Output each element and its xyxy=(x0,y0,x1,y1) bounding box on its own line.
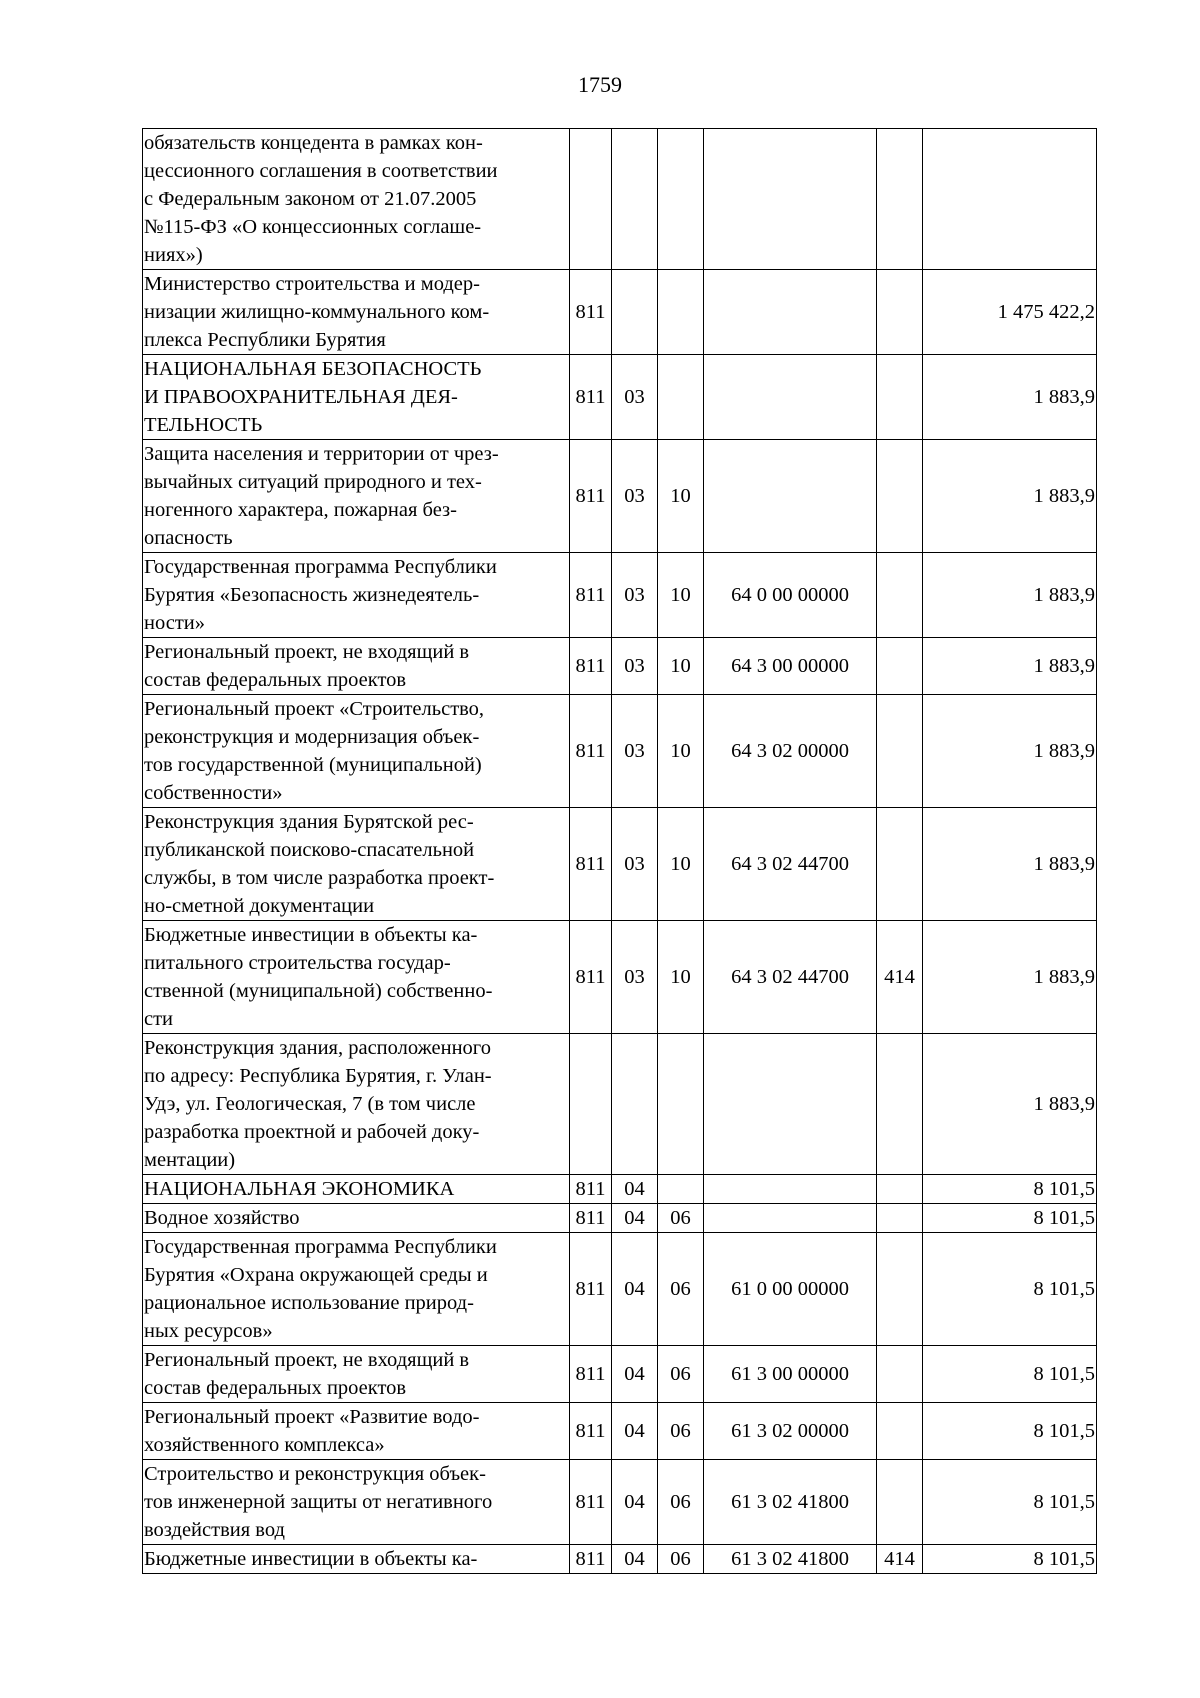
expense-type-cell xyxy=(877,808,923,921)
section-code-cell: 04 xyxy=(612,1545,658,1574)
table-row xyxy=(143,1346,1097,1403)
subsection-code-cell: 10 xyxy=(658,553,704,638)
amount-cell: 8 101,5 xyxy=(923,1545,1097,1574)
row-name-cell: Реконструкция здания Бурятской рес- публиканской поисково-спасательной службы, в том числе разработка проект- но-сметной документации xyxy=(143,808,570,921)
target-article-cell: 61 0 00 00000 xyxy=(704,1233,877,1346)
target-article-cell: 64 0 00 00000 xyxy=(704,553,877,638)
section-code-cell: 03 xyxy=(612,638,658,695)
amount-cell: 1 883,9 xyxy=(923,1034,1097,1175)
ministry-code-cell: 811 xyxy=(570,440,612,553)
row-name-cell: Защита населения и территории от чрез- вычайных ситуаций природного и тех- ногенного характера, пожарная без- опасность xyxy=(143,440,570,553)
expense-type-cell: 414 xyxy=(877,1545,923,1574)
amount-cell: 8 101,5 xyxy=(923,1233,1097,1346)
subsection-code-cell xyxy=(658,1175,704,1204)
ministry-code-cell: 811 xyxy=(570,921,612,1034)
section-code-cell: 04 xyxy=(612,1460,658,1545)
amount-cell: 8 101,5 xyxy=(923,1204,1097,1233)
target-article-cell xyxy=(704,129,877,270)
budget-table-body xyxy=(143,129,1097,1574)
section-code-cell: 04 xyxy=(612,1204,658,1233)
section-code-cell: 04 xyxy=(612,1175,658,1204)
subsection-code-cell: 10 xyxy=(658,638,704,695)
subsection-code-cell: 06 xyxy=(658,1460,704,1545)
subsection-code-cell xyxy=(658,355,704,440)
amount-cell: 8 101,5 xyxy=(923,1175,1097,1204)
expense-type-cell xyxy=(877,638,923,695)
row-name-cell: НАЦИОНАЛЬНАЯ БЕЗОПАСНОСТЬ И ПРАВООХРАНИТЕЛЬНАЯ ДЕЯ- ТЕЛЬНОСТЬ xyxy=(143,355,570,440)
section-code-cell: 04 xyxy=(612,1346,658,1403)
ministry-code-cell: 811 xyxy=(570,270,612,355)
table-row xyxy=(143,553,1097,638)
ministry-code-cell: 811 xyxy=(570,355,612,440)
ministry-code-cell: 811 xyxy=(570,1403,612,1460)
target-article-cell: 64 3 02 44700 xyxy=(704,921,877,1034)
row-name-cell: Региональный проект, не входящий в состав федеральных проектов xyxy=(143,638,570,695)
amount-cell: 1 883,9 xyxy=(923,921,1097,1034)
amount-cell: 1 883,9 xyxy=(923,638,1097,695)
row-name-cell: Государственная программа Республики Бурятия «Охрана окружающей среды и рациональное использование природ- ных ресурсов» xyxy=(143,1233,570,1346)
ministry-code-cell: 811 xyxy=(570,1460,612,1545)
row-name-cell: Региональный проект «Развитие водо- хозяйственного комплекса» xyxy=(143,1403,570,1460)
page-number: 1759 xyxy=(578,72,622,97)
expense-type-cell: 414 xyxy=(877,921,923,1034)
subsection-code-cell xyxy=(658,129,704,270)
target-article-cell: 64 3 00 00000 xyxy=(704,638,877,695)
row-name-cell: Бюджетные инвестиции в объекты ка- питального строительства государ- ственной (муниципальной) собственно- сти xyxy=(143,921,570,1034)
table-row xyxy=(143,638,1097,695)
section-code-cell xyxy=(612,129,658,270)
subsection-code-cell: 10 xyxy=(658,921,704,1034)
table-row xyxy=(143,921,1097,1034)
subsection-code-cell xyxy=(658,270,704,355)
ministry-code-cell: 811 xyxy=(570,1545,612,1574)
table-row xyxy=(143,1545,1097,1574)
ministry-code-cell: 811 xyxy=(570,695,612,808)
ministry-code-cell: 811 xyxy=(570,1175,612,1204)
target-article-cell: 64 3 02 44700 xyxy=(704,808,877,921)
target-article-cell: 61 3 02 41800 xyxy=(704,1460,877,1545)
expense-type-cell xyxy=(877,1204,923,1233)
table-row xyxy=(143,270,1097,355)
amount-cell: 1 883,9 xyxy=(923,355,1097,440)
expense-type-cell xyxy=(877,270,923,355)
table-row xyxy=(143,808,1097,921)
target-article-cell xyxy=(704,355,877,440)
target-article-cell xyxy=(704,270,877,355)
expense-type-cell xyxy=(877,1233,923,1346)
ministry-code-cell xyxy=(570,1034,612,1175)
subsection-code-cell: 10 xyxy=(658,695,704,808)
row-name-cell: Региональный проект, не входящий в состав федеральных проектов xyxy=(143,1346,570,1403)
target-article-cell: 61 3 02 00000 xyxy=(704,1403,877,1460)
section-code-cell xyxy=(612,1034,658,1175)
table-row xyxy=(143,129,1097,270)
section-code-cell: 04 xyxy=(612,1403,658,1460)
row-name-cell: обязательств концедента в рамках кон- цессионного соглашения в соответствии с Федеральным законом от 21.07.2005 №115-ФЗ «О концессионных соглаше- ниях») xyxy=(143,129,570,270)
table-row xyxy=(143,1233,1097,1346)
target-article-cell xyxy=(704,440,877,553)
ministry-code-cell: 811 xyxy=(570,1233,612,1346)
ministry-code-cell: 811 xyxy=(570,1204,612,1233)
section-code-cell: 03 xyxy=(612,808,658,921)
expense-type-cell xyxy=(877,129,923,270)
target-article-cell: 64 3 02 00000 xyxy=(704,695,877,808)
table-row xyxy=(143,1175,1097,1204)
row-name-cell: Реконструкция здания, расположенного по адресу: Республика Бурятия, г. Улан- Удэ, ул. Геологическая, 7 (в том числе разработка проектной и рабочей доку- ментации) xyxy=(143,1034,570,1175)
row-name-cell: Водное хозяйство xyxy=(143,1204,570,1233)
subsection-code-cell: 06 xyxy=(658,1204,704,1233)
subsection-code-cell: 06 xyxy=(658,1403,704,1460)
expense-type-cell xyxy=(877,1175,923,1204)
row-name-cell: Государственная программа Республики Бурятия «Безопасность жизнедеятель- ности» xyxy=(143,553,570,638)
amount-cell: 8 101,5 xyxy=(923,1346,1097,1403)
ministry-code-cell: 811 xyxy=(570,553,612,638)
subsection-code-cell: 10 xyxy=(658,440,704,553)
section-code-cell: 03 xyxy=(612,921,658,1034)
expense-type-cell xyxy=(877,695,923,808)
ministry-code-cell: 811 xyxy=(570,1346,612,1403)
expense-type-cell xyxy=(877,1460,923,1545)
amount-cell xyxy=(923,129,1097,270)
section-code-cell: 03 xyxy=(612,695,658,808)
section-code-cell xyxy=(612,270,658,355)
expense-type-cell xyxy=(877,440,923,553)
ministry-code-cell xyxy=(570,129,612,270)
subsection-code-cell: 06 xyxy=(658,1545,704,1574)
budget-table xyxy=(142,128,1097,1574)
target-article-cell: 61 3 00 00000 xyxy=(704,1346,877,1403)
row-name-cell: Министерство строительства и модер- низации жилищно-коммунального ком- плекса Республики Бурятия xyxy=(143,270,570,355)
row-name-cell: Региональный проект «Строительство, реконструкция и модернизация объек- тов государственной (муниципальной) собственности» xyxy=(143,695,570,808)
amount-cell: 1 883,9 xyxy=(923,440,1097,553)
target-article-cell: 61 3 02 41800 xyxy=(704,1545,877,1574)
expense-type-cell xyxy=(877,1403,923,1460)
target-article-cell xyxy=(704,1034,877,1175)
table-row xyxy=(143,355,1097,440)
table-row xyxy=(143,1034,1097,1175)
amount-cell: 1 475 422,2 xyxy=(923,270,1097,355)
section-code-cell: 03 xyxy=(612,355,658,440)
table-row xyxy=(143,1460,1097,1545)
row-name-cell: Бюджетные инвестиции в объекты ка- xyxy=(143,1545,570,1574)
target-article-cell xyxy=(704,1204,877,1233)
target-article-cell xyxy=(704,1175,877,1204)
section-code-cell: 03 xyxy=(612,553,658,638)
table-row xyxy=(143,440,1097,553)
expense-type-cell xyxy=(877,355,923,440)
amount-cell: 8 101,5 xyxy=(923,1460,1097,1545)
section-code-cell: 04 xyxy=(612,1233,658,1346)
row-name-cell: НАЦИОНАЛЬНАЯ ЭКОНОМИКА xyxy=(143,1175,570,1204)
row-name-cell: Строительство и реконструкция объек- тов инженерной защиты от негативного воздействия вод xyxy=(143,1460,570,1545)
expense-type-cell xyxy=(877,1034,923,1175)
ministry-code-cell: 811 xyxy=(570,808,612,921)
amount-cell: 1 883,9 xyxy=(923,808,1097,921)
subsection-code-cell: 06 xyxy=(658,1233,704,1346)
amount-cell: 1 883,9 xyxy=(923,553,1097,638)
expense-type-cell xyxy=(877,553,923,638)
section-code-cell: 03 xyxy=(612,440,658,553)
amount-cell: 1 883,9 xyxy=(923,695,1097,808)
ministry-code-cell: 811 xyxy=(570,638,612,695)
table-row xyxy=(143,1204,1097,1233)
subsection-code-cell: 10 xyxy=(658,808,704,921)
amount-cell: 8 101,5 xyxy=(923,1403,1097,1460)
subsection-code-cell: 06 xyxy=(658,1346,704,1403)
table-row xyxy=(143,695,1097,808)
table-row xyxy=(143,1403,1097,1460)
subsection-code-cell xyxy=(658,1034,704,1175)
expense-type-cell xyxy=(877,1346,923,1403)
